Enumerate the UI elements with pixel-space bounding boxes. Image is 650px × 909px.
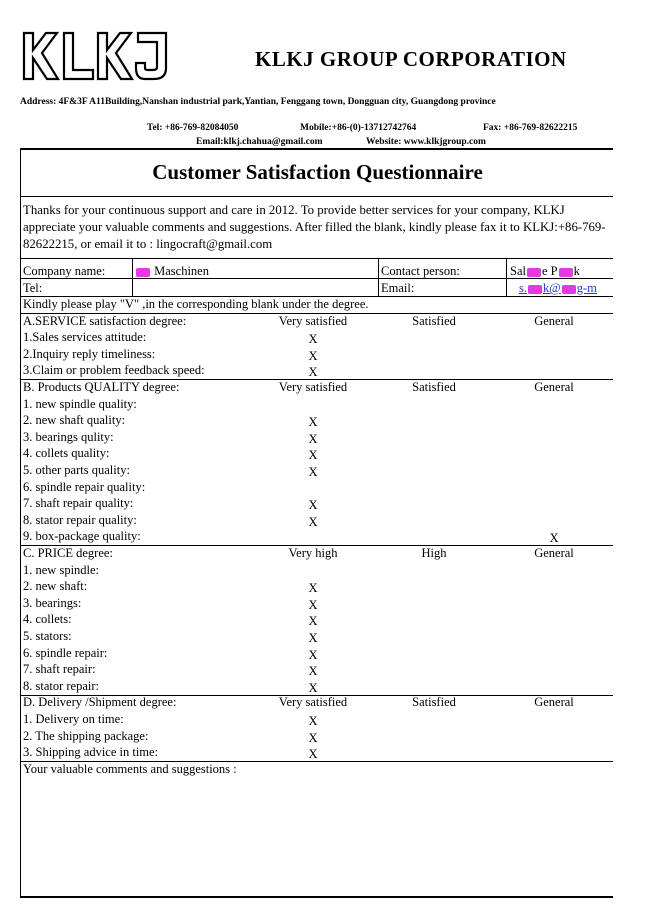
contact-person-text: e P [541, 264, 558, 278]
company-website: Website: www.klkjgroup.com [366, 137, 486, 147]
company-name-label: Company name: [23, 264, 106, 278]
divider [378, 258, 379, 296]
divider [132, 258, 133, 296]
answer-mark[interactable]: X [308, 464, 318, 479]
column-header: General [534, 695, 574, 710]
question-label: 1. new spindle quality: [23, 396, 137, 411]
section-title: B. Products QUALITY degree: [23, 379, 180, 394]
redaction-mark [559, 268, 573, 277]
section-title: C. PRICE degree: [23, 545, 113, 560]
question-label: 4. collets: [23, 612, 72, 627]
question-label: 5. stators: [23, 628, 72, 643]
section-title: D. Delivery /Shipment degree: [23, 695, 177, 710]
fax-number: Fax: +86-769-82622215 [483, 123, 578, 133]
redaction-mark [527, 268, 541, 277]
question-label: 6. spindle repair: [23, 645, 108, 660]
email-text: g-m [576, 281, 597, 295]
questionnaire-form [20, 148, 613, 898]
question-label: 2. new shaft: [23, 579, 88, 594]
tel-number: Tel: +86-769-82084050 [147, 123, 239, 133]
company-email: Email:klkj.chahua@gmail.com [196, 137, 323, 147]
answer-mark[interactable]: X [308, 664, 318, 679]
column-header: Satisfied [412, 313, 456, 328]
redaction-mark [528, 285, 542, 294]
intro-line: appreciate your valuable comments and suggestions. After filled the blank, kindly please fax it to KLKJ:+86-769- [23, 220, 606, 234]
question-label: 2. The shipping package: [23, 728, 149, 743]
answer-mark[interactable]: X [308, 365, 318, 380]
column-header: Satisfied [412, 379, 456, 394]
section-title: A.SERVICE satisfaction degree: [23, 313, 187, 328]
answer-mark[interactable]: X [308, 581, 318, 596]
answer-mark[interactable]: X [308, 332, 318, 347]
question-label: 2. new shaft quality: [23, 413, 126, 428]
question-label: 3. bearings qulity: [23, 429, 114, 444]
answer-mark[interactable]: X [308, 747, 318, 762]
answer-mark[interactable]: X [308, 713, 318, 728]
answer-mark[interactable]: X [308, 647, 318, 662]
contact-person-label: Contact person: [381, 264, 460, 278]
answer-mark[interactable]: X [308, 630, 318, 645]
answer-mark[interactable]: X [308, 614, 318, 629]
answer-mark[interactable]: X [308, 680, 318, 695]
column-header: High [421, 545, 447, 560]
company-address: Address: 4F&3F A11Building,Nanshan industrial park,Yantian, Fenggang town, Dongguan city, Guangdong province [20, 97, 496, 107]
email-text: k@ [543, 281, 561, 295]
instruction-text: Kindly please play "V" ,in the corresponding blank under the degree. [23, 297, 369, 311]
klkj-logo [20, 30, 170, 82]
redaction-mark [136, 268, 150, 277]
answer-mark[interactable]: X [308, 597, 318, 612]
mobile-number: Mobile:+86-(0)-13712742764 [300, 123, 417, 133]
answer-mark[interactable]: X [308, 348, 318, 363]
answer-mark[interactable]: X [549, 531, 559, 546]
contact-person-value[interactable] [510, 264, 580, 279]
column-header: General [534, 379, 574, 394]
answer-mark[interactable]: X [308, 431, 318, 446]
form-title: Customer Satisfaction Questionnaire [152, 160, 483, 184]
question-label: 7. shaft repair quality: [23, 496, 134, 511]
email-text: s. [519, 281, 527, 295]
question-label: 3.Claim or problem feedback speed: [23, 363, 205, 378]
column-header: Very satisfied [278, 379, 348, 394]
intro-line: 82622215, or email it to : lingocraft@gmail.com [23, 237, 273, 251]
company-name-text: Maschinen [154, 264, 209, 278]
column-header: Very satisfied [278, 695, 348, 710]
question-label: 4. collets quality: [23, 446, 110, 461]
divider [21, 258, 613, 259]
question-label: 1. new spindle: [23, 562, 100, 577]
email-value[interactable] [519, 281, 597, 296]
question-label: 8. stator repair quality: [23, 512, 137, 527]
question-label: 5. other parts quality: [23, 462, 130, 477]
column-header: General [534, 313, 574, 328]
question-label: 6. spindle repair quality: [23, 479, 146, 494]
question-label: 1. Delivery on time: [23, 711, 124, 726]
intro-text [23, 202, 613, 253]
company-name-value[interactable] [135, 264, 209, 279]
question-label: 9. box-package quality: [23, 529, 141, 544]
question-label: 8. stator repair: [23, 678, 100, 693]
column-header: Very high [288, 545, 338, 560]
contact-person-text: k [573, 264, 580, 278]
question-label: 3. Shipping advice in time: [23, 745, 159, 760]
divider [21, 196, 613, 197]
comments-label: Your valuable comments and suggestions : [23, 761, 237, 776]
question-label: 1.Sales services attitude: [23, 330, 147, 345]
contact-person-text: Sal [510, 264, 526, 278]
company-name: KLKJ GROUP CORPORATION [255, 47, 567, 71]
column-header: Satisfied [412, 695, 456, 710]
answer-mark[interactable]: X [308, 415, 318, 430]
answer-mark[interactable]: X [308, 498, 318, 513]
question-label: 3. bearings: [23, 595, 82, 610]
divider [506, 258, 507, 296]
redaction-mark [562, 285, 576, 294]
tel-label: Tel: [23, 281, 43, 295]
column-header: General [534, 545, 574, 560]
question-label: 2.Inquiry reply timeliness: [23, 346, 156, 361]
answer-mark[interactable]: X [308, 514, 318, 529]
email-label: Email: [381, 281, 415, 295]
answer-mark[interactable]: X [308, 730, 318, 745]
question-label: 7. shaft repair: [23, 662, 96, 677]
intro-line: Thanks for your continuous support and care in 2012. To provide better services for your company, KLKJ [23, 203, 565, 217]
column-header: Very satisfied [278, 313, 348, 328]
answer-mark[interactable]: X [308, 448, 318, 463]
divider [21, 278, 613, 279]
